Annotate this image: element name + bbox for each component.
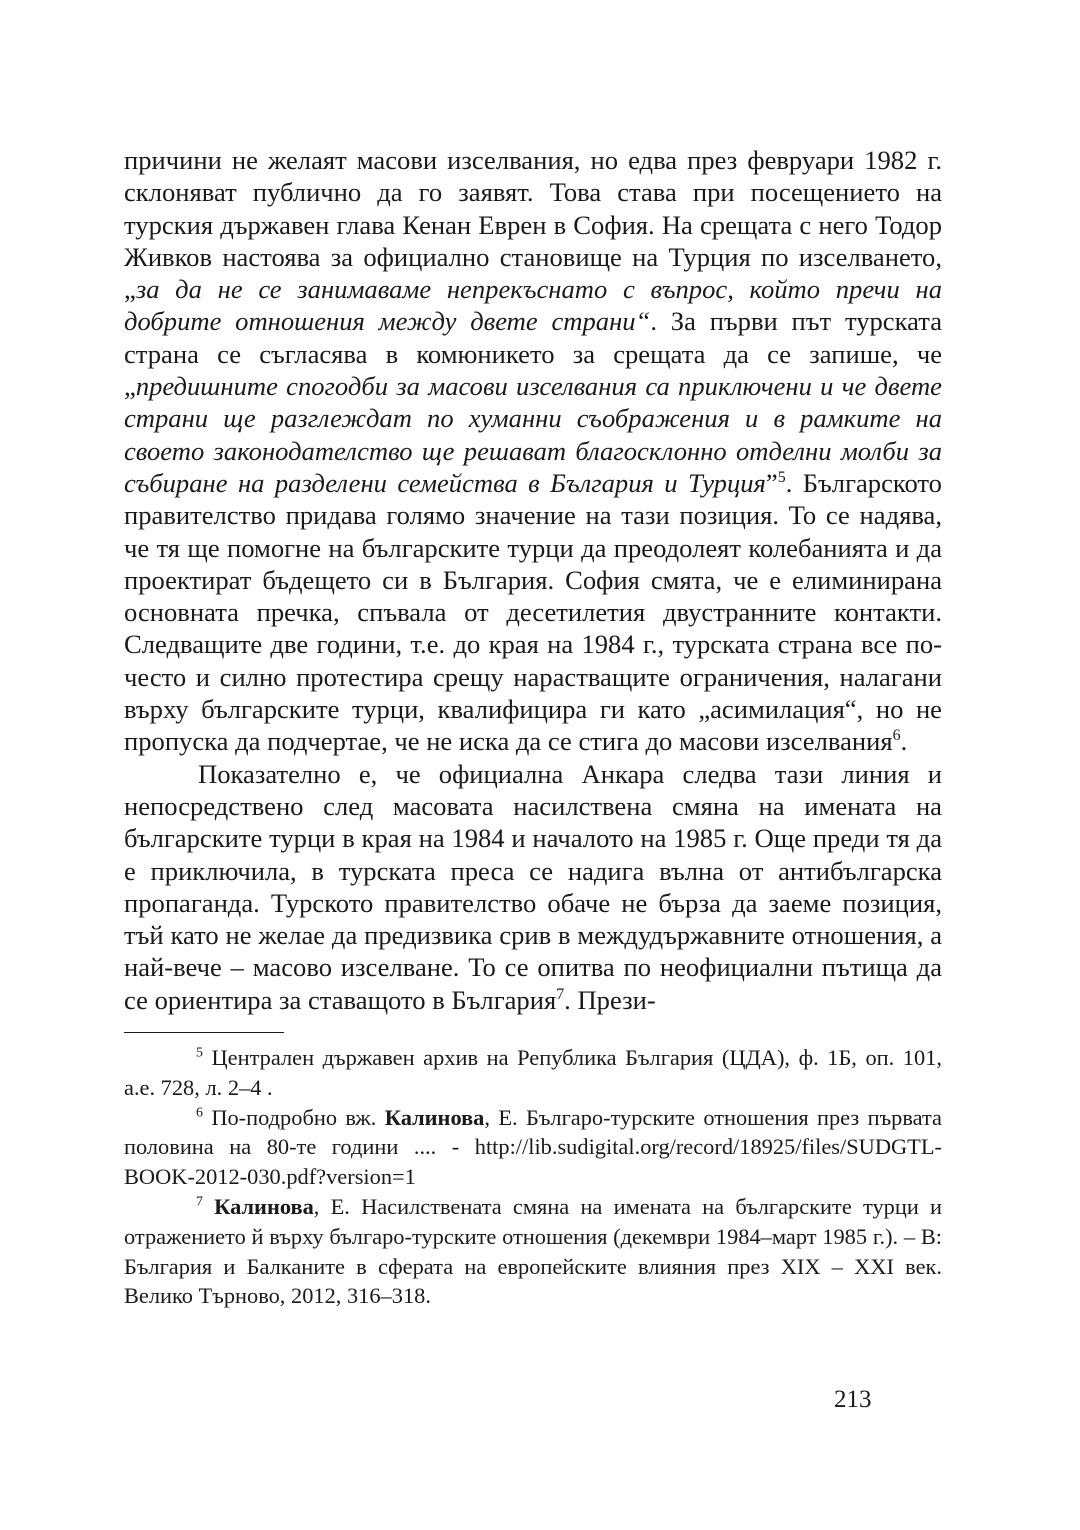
text-run: . Прези- — [564, 984, 656, 1015]
footnote-ref-5[interactable]: 5 — [777, 469, 786, 487]
italic-quote: за да не се занимаваме непрекъснато с въпрос, който пречи на добрите отношения между двете страни“ — [124, 274, 942, 337]
footnote-separator — [124, 1032, 284, 1033]
text-run: причини не желаят масови изселвания, но едва през февруари 1982 г. склоняват публично да го заявят. Това става при посещението на турския държавен глава Кенан Еврен в София. На срещата с него Тодор Живков настоява за официално становище на Турция по изселването, „ — [124, 145, 942, 305]
italic-quote: предишните спогодби за масови изселвания са приключени и че двете страни ще разглеждат по хуманни съображения и в рамките на своето законодателство ще решават благосклонно отделни молби за събиране на разделени семейства в България и Турция — [124, 371, 942, 498]
footnote-text: По-подробно вж. — [211, 1104, 385, 1130]
main-text — [124, 144, 942, 1016]
footnote-text: , Е. Българо-турските отношения през първата половина на 80-те години .... - http://lib.sudigital.org/record/18925/files/SUDGTL-BOOK-2012-030.pdf?version=1 — [124, 1104, 942, 1190]
footnote-number: 6 — [196, 1105, 203, 1121]
text-run: . — [900, 726, 908, 757]
closing-quote: ” — [765, 467, 778, 498]
page-content — [124, 144, 942, 1311]
footnote-number: 5 — [196, 1045, 203, 1061]
page-number: 213 — [834, 1386, 872, 1413]
footnote-ref-7[interactable]: 7 — [556, 985, 565, 1003]
footnotes — [124, 1043, 942, 1311]
footnote-text: Централен държавен архив на Република България (ЦДА), ф. 1Б, оп. 101, а.е. 728, л. 2–4 . — [124, 1045, 942, 1100]
footnote-7 — [124, 1192, 942, 1311]
footnote-text: , Е. Насилствената смяна на имената на българските турци и отражението й върху българо-турските отношения (декември 1984–март 1985 г.). – В: България и Балканите в сферата на европейските влияния през XIX – XXI век. Велико Търново, 2012, 316–318. — [124, 1194, 942, 1309]
footnote-6 — [124, 1103, 942, 1192]
text-run: . За първи път турската страна се съгласява в комюникето за срещата да се запише, че „ — [124, 306, 942, 402]
footnote-number: 7 — [196, 1194, 203, 1210]
text-run: Показателно е, че официална Анкара следва тази линия и непосредствено след масовата насилствена смяна на имената на българските турци в края на 1984 и началото на 1985 г. Още преди тя да е приключила, в турската преса се надига вълна от антибългарска пропаганда. Турското правителство обаче не бърза да заеме позиция, тъй като не желае да предизвика срив в междудържавните отношения, а най-вече – масово изселване. То се опитва по неофициални пътища да се ориентира за ставащото в България — [124, 758, 942, 1015]
paragraph-2 — [124, 758, 942, 1016]
text-run: . Българското правителство придава голямо значение на тази позиция. То се надява, че тя ще помогне на българските турци да преодолеят колебанията и да проектират бъдещето си в България. София смята, че е елиминирана основната пречка, спъвала от десетилетия двустранните контакти. Следващите две години, т.е. до края на 1984 г., турската страна все по-често и силно протестира срещу нарастващите ограничения, налагани върху българските турци, квалифицира ги като „асимилация“, но не пропуска да подчертае, че не иска да се стига до масови изселвания — [124, 467, 942, 757]
footnote-5 — [124, 1043, 942, 1103]
footnote-author: Калинова — [214, 1194, 314, 1219]
footnote-ref-6[interactable]: 6 — [892, 727, 901, 745]
footnote-author: Калинова — [384, 1104, 485, 1130]
paragraph-1 — [124, 144, 942, 758]
